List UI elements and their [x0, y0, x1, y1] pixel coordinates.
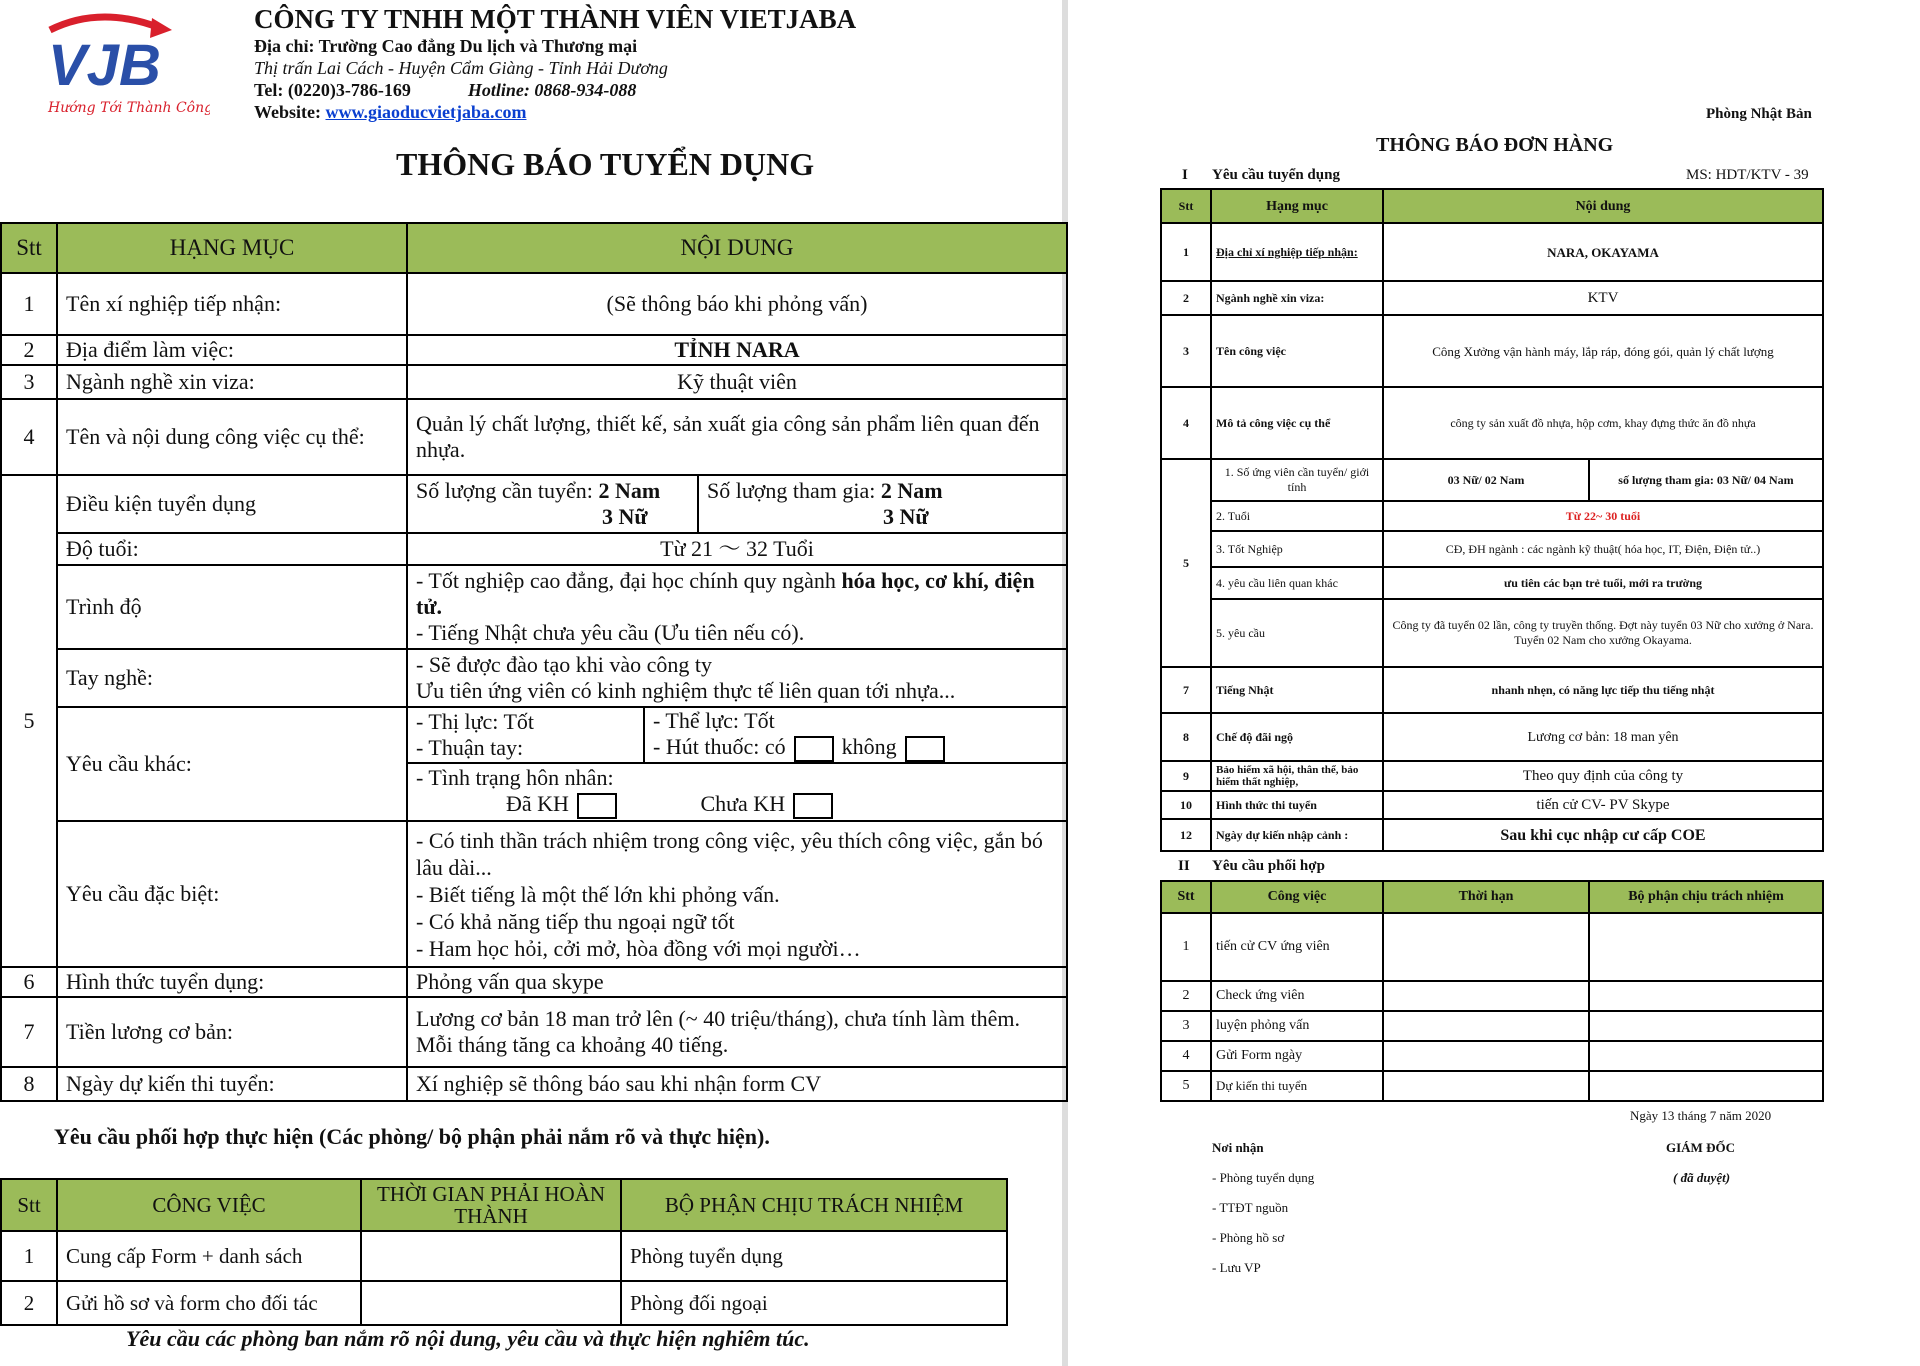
row-category: Tay nghề: [57, 649, 407, 707]
approved-label: ( đã duyệt) [1673, 1170, 1731, 1185]
coord-stt: 2 [1161, 981, 1211, 1011]
smoking-no-label: không [841, 734, 897, 760]
row-category: Yêu cầu đặc biệt: [57, 821, 407, 967]
recruitment-table [0, 222, 1068, 1102]
skill-line-2: Ưu tiên ứng viên có kinh nghiệm thực tế liên quan tới nhựa... [416, 678, 956, 703]
coord-header-job: CÔNG VIỆC [57, 1179, 361, 1231]
company-phones [254, 80, 636, 101]
signature-date: Ngày 13 tháng 7 năm 2020 [1630, 1108, 1772, 1123]
coord-stt: 1 [1161, 913, 1211, 981]
row-value: tiến cử CV- PV Skype [1383, 791, 1823, 819]
company-website-line [254, 102, 527, 123]
table-row [1161, 791, 1823, 819]
row-value: CĐ, ĐH ngành : các ngành kỹ thuật( hóa học, IT, Điện, Điện tử..) [1383, 531, 1823, 567]
row-value: 03 Nữ/ 02 Nam [1383, 459, 1589, 501]
order-title: THÔNG BÁO ĐƠN HÀNG [1376, 134, 1614, 156]
education-fields: hóa học, cơ khí, điện tử. [416, 568, 1035, 619]
recipients-label: Nơi nhận [1212, 1140, 1264, 1155]
row-value: Công ty đã tuyển 02 lần, công ty truyền thống. Đợt này tuyển 03 Nữ cho xưởng ở Nara. Tuyển 02 Nam cho xưởng Okayama. [1383, 599, 1823, 667]
row-category: 3. Tốt Nghiệp [1211, 531, 1383, 567]
coord-header-dept: Bộ phận chịu trách nhiệm [1589, 881, 1823, 913]
coord-deadline [361, 1231, 621, 1281]
order-code: MS: HDT/KTV - 39 [1686, 167, 1809, 183]
marital-label: - Tình trạng hôn nhân: [416, 765, 614, 791]
footnote: Yêu cầu các phòng ban nắm rõ nội dung, yêu cầu và thực hiện nghiêm túc. [126, 1326, 810, 1351]
company-logo [40, 10, 210, 120]
marital-status-cell [407, 763, 1067, 821]
row-category: Tiếng Nhật [1211, 667, 1383, 713]
row-value: Sau khi cục nhập cư cấp COE [1383, 819, 1823, 851]
qty-needed-female: 3 Nữ [602, 504, 648, 529]
table-row [1161, 667, 1823, 713]
order-header-content: Nội dung [1383, 189, 1823, 223]
section-2-title: Yêu cầu phối hợp [1212, 858, 1325, 874]
qty-needed-male: 2 Nam [598, 478, 661, 503]
row-value: Công Xưởng vận hành máy, lắp ráp, đóng gói, quản lý chất lượng [1383, 315, 1823, 387]
coord-stt: 1 [1, 1231, 57, 1281]
row-category: Hình thức tuyển dụng: [57, 967, 407, 997]
coord-job: Dự kiến thi tuyển [1211, 1071, 1383, 1101]
row-category: Địa chỉ xí nghiệp tiếp nhận: [1211, 223, 1383, 281]
row-category: 5. yêu cầu [1211, 599, 1383, 667]
coord-job: tiến cử CV ứng viên [1211, 913, 1383, 981]
qty-needed-label: Số lượng cần tuyển: [416, 478, 593, 503]
row-stt: 4 [1161, 387, 1211, 459]
coordination-table [0, 1178, 1008, 1326]
table-row [1, 565, 1067, 649]
table-row [1161, 315, 1823, 387]
order-header-stt: Stt [1161, 189, 1211, 223]
row-category: 1. Số ứng viên cần tuyển/ giới tính [1211, 459, 1383, 501]
header-category: HẠNG MỤC [57, 223, 407, 273]
row-stt: 1 [1, 273, 57, 335]
website-label: Website: [254, 102, 321, 122]
recipient-item: - TTĐT nguồn [1212, 1200, 1289, 1215]
department-label: Phòng Nhật Bản [1706, 106, 1812, 122]
table-row [1, 399, 1067, 475]
row-stt: 3 [1, 365, 57, 399]
row-value [407, 649, 1067, 707]
table-row [1, 273, 1067, 335]
row-stt: 7 [1161, 667, 1211, 713]
coord-header-dept: BỘ PHẬN CHỊU TRÁCH NHIỆM [621, 1179, 1007, 1231]
section-2-number: II [1178, 858, 1190, 874]
table-row [1161, 459, 1823, 501]
married-checkbox[interactable] [577, 793, 617, 819]
row-category: Tiền lương cơ bản: [57, 997, 407, 1067]
table-row [1, 707, 1067, 763]
row-value: (Sẽ thông báo khi phỏng vấn) [407, 273, 1067, 335]
table-row [1, 1281, 1007, 1325]
qty-join-female: 3 Nữ [883, 504, 929, 529]
row-stt: 6 [1, 967, 57, 997]
order-header-category: Hạng mục [1211, 189, 1383, 223]
table-row [1161, 819, 1823, 851]
header-stt: Stt [1, 223, 57, 273]
order-table [1160, 188, 1824, 852]
smoking-yes-checkbox[interactable] [794, 736, 834, 762]
row-value: Kỹ thuật viên [407, 365, 1067, 399]
table-header-row [1, 223, 1067, 273]
company-address-line2: Thị trấn Lai Cách - Huyện Cẩm Giàng - Tỉnh Hải Dương [254, 58, 668, 78]
table-row [1161, 1011, 1823, 1041]
row-stt: 8 [1161, 713, 1211, 761]
table-row [1, 1067, 1067, 1101]
row-stt: 3 [1161, 315, 1211, 387]
special-req-line: - Ham học hỏi, cởi mở, hòa đồng với mọi người… [416, 935, 861, 961]
row-stt: 8 [1, 1067, 57, 1101]
handedness: - Thuận tay: [416, 734, 524, 760]
fitness: - Thể lực: Tốt [653, 708, 775, 734]
company-tel: Tel: (0220)3-786-169 [254, 80, 411, 100]
smoking-no-checkbox[interactable] [905, 736, 945, 762]
other-req-subtable [408, 708, 1066, 762]
website-link[interactable]: www.giaoducvietjaba.com [325, 102, 527, 122]
table-row [1161, 567, 1823, 599]
special-req-line: - Có khả năng tiếp thu ngoại ngữ tốt [416, 908, 735, 934]
coord-header-job: Công việc [1211, 881, 1383, 913]
row-category: Yêu cầu khác: [57, 707, 407, 821]
row-value: Từ 22~ 30 tuổi [1383, 501, 1823, 531]
company-name: CÔNG TY TNHH MỘT THÀNH VIÊN VIETJABA [254, 4, 857, 34]
table-row [1, 335, 1067, 365]
row-stt: 2 [1161, 281, 1211, 315]
coord-dept: Phòng đối ngoại [621, 1281, 1007, 1325]
row-category: Tên xí nghiệp tiếp nhận: [57, 273, 407, 335]
table-row [1161, 913, 1823, 981]
coord-stt: 3 [1161, 1011, 1211, 1041]
row-category: Tên công việc [1211, 315, 1383, 387]
table-row [1161, 501, 1823, 531]
row-category: Địa điểm làm việc: [57, 335, 407, 365]
row-stt: 9 [1161, 761, 1211, 791]
row-stt: 4 [1, 399, 57, 475]
row-category: Hình thức thi tuyển [1211, 791, 1383, 819]
special-req-line: - Có tinh thần trách nhiệm trong công việc, yêu thích công việc, gắn bó lâu dài... [416, 827, 1043, 880]
header-content: NỘI DUNG [407, 223, 1067, 273]
special-req-line: - Biết tiếng là một thế lớn khi phỏng vấn. [416, 881, 780, 907]
table-row [1, 649, 1067, 707]
row-value: NARA, OKAYAMA [1383, 223, 1823, 281]
row-value [407, 821, 1067, 967]
row-category: Mô tả công việc cụ thể [1211, 387, 1383, 459]
row-category: Điều kiện tuyển dụng [57, 475, 407, 533]
smoking-yes-label: - Hút thuốc: có [653, 734, 786, 760]
table-row [1, 967, 1067, 997]
row-value [407, 565, 1067, 649]
company-address: Địa chỉ: Trường Cao đẳng Du lịch và Thương mại [254, 36, 638, 56]
coord-stt: 2 [1, 1281, 57, 1325]
section-1-title: Yêu cầu tuyển dụng [1212, 167, 1340, 183]
coord-stt: 5 [1161, 1071, 1211, 1101]
director-label: GIÁM ĐỐC [1666, 1140, 1735, 1155]
coord-dept: Phòng tuyển dụng [621, 1231, 1007, 1281]
row-stt: 12 [1161, 819, 1211, 851]
logo-letters: VJB [48, 33, 161, 98]
row-category: Trình độ [57, 565, 407, 649]
row-category: 4. yêu cầu liên quan khác [1211, 567, 1383, 599]
row-value: ưu tiên các bạn trẻ tuổi, mới ra trường [1383, 567, 1823, 599]
row-stt: 5 [1161, 459, 1211, 667]
table-row [1, 533, 1067, 565]
coordination-title: Yêu cầu phối hợp thực hiện (Các phòng/ bộ phận phải nắm rõ và thực hiện). [54, 1124, 770, 1149]
recipient-item: - Phòng hồ sơ [1212, 1230, 1285, 1245]
table-row [1161, 981, 1823, 1011]
japanese-requirement: - Tiếng Nhật chưa yêu cầu (Ưu tiên nếu có). [416, 620, 805, 645]
row-value: KTV [1383, 281, 1823, 315]
order-header-row [1161, 189, 1823, 223]
single-checkbox[interactable] [793, 793, 833, 819]
row-value: Theo quy định của công ty [1383, 761, 1823, 791]
table-row [1, 475, 1067, 533]
table-row [1, 821, 1067, 967]
quantity-subtable [408, 476, 1066, 532]
qty-join-male: 2 Nam [880, 478, 943, 503]
coord-job: Cung cấp Form + danh sách [57, 1231, 361, 1281]
row-value: Từ 21 ～ 32 Tuổi [407, 533, 1067, 565]
single-label: Chưa KH [700, 791, 786, 817]
row-stt: 7 [1, 997, 57, 1067]
education-text: - Tốt nghiệp cao đẳng, đại học chính quy ngành [416, 568, 842, 593]
table-row [1161, 1041, 1823, 1071]
coord-header-stt: Stt [1, 1179, 57, 1231]
coord-job: luyện phỏng vấn [1211, 1011, 1383, 1041]
row-value: công ty sản xuất đồ nhựa, hộp cơm, khay đựng thức ăn đồ nhựa [1383, 387, 1823, 459]
document-title: THÔNG BÁO TUYỂN DỤNG [396, 146, 815, 182]
eyesight: - Thị lực: Tốt [416, 708, 535, 734]
table-row [1161, 599, 1823, 667]
row-category: 2. Tuổi [1211, 501, 1383, 531]
row-value: nhanh nhẹn, có năng lực tiếp thu tiếng nhật [1383, 667, 1823, 713]
coord-deadline [361, 1281, 621, 1325]
row-stt: 5 [1, 475, 57, 967]
row-value: Quản lý chất lượng, thiết kế, sản xuất gia công sản phẩm liên quan đến nhựa. [407, 399, 1067, 475]
row-category: Ngành nghề xin viza: [57, 365, 407, 399]
row-value: Lương cơ bản 18 man trở lên (~ 40 triệu/tháng), chưa tính làm thêm. Mỗi tháng tăng ca khoảng 40 tiếng. [407, 997, 1067, 1067]
row-stt: 1 [1161, 223, 1211, 281]
table-row [1161, 761, 1823, 791]
order-coordination-table [1160, 880, 1824, 1102]
row-value: Xí nghiệp sẽ thông báo sau khi nhận form CV [407, 1067, 1067, 1101]
table-row [1161, 281, 1823, 315]
coord-header-deadline: THỜI GIAN PHẢI HOÀN THÀNH [361, 1179, 621, 1231]
row-category: Ngày dự kiến thi tuyển: [57, 1067, 407, 1101]
table-row [1161, 713, 1823, 761]
coord-job: Gửi hồ sơ và form cho đối tác [57, 1281, 361, 1325]
coord-header-deadline: Thời hạn [1383, 881, 1589, 913]
row-value: Phỏng vấn qua skype [407, 967, 1067, 997]
skill-line-1: - Sẽ được đào tạo khi vào công ty [416, 652, 713, 677]
row-category: Chế độ đãi ngộ [1211, 713, 1383, 761]
coord-header-row [1161, 881, 1823, 913]
row-stt: 10 [1161, 791, 1211, 819]
table-row [1, 1231, 1007, 1281]
married-label: Đã KH [506, 791, 569, 817]
company-hotline: Hotline: 0868-934-088 [467, 80, 637, 100]
row-category: Ngành nghề xin viza: [1211, 281, 1383, 315]
row-category: Tên và nội dung công việc cụ thể: [57, 399, 407, 475]
table-row [1161, 531, 1823, 567]
table-row [1161, 387, 1823, 459]
row-category: Bảo hiểm xã hội, thân thể, bảo hiểm thất nghiệp, [1211, 761, 1383, 791]
row-value: Lương cơ bản: 18 man yên [1383, 713, 1823, 761]
table-row [1, 365, 1067, 399]
coord-job: Gửi Form ngày [1211, 1041, 1383, 1071]
row-stt: 2 [1, 335, 57, 365]
row-category: Ngày dự kiến nhập cảnh : [1211, 819, 1383, 851]
row-category: Độ tuổi: [57, 533, 407, 565]
logo-slogan: Hướng Tới Thành Công [48, 100, 210, 116]
coord-stt: 4 [1161, 1041, 1211, 1071]
table-row [1, 997, 1067, 1067]
qty-join-label: Số lượng tham gia: [707, 478, 876, 503]
recipient-item: - Lưu VP [1212, 1260, 1261, 1275]
row-value: TỈNH NARA [407, 335, 1067, 365]
coord-header-stt: Stt [1161, 881, 1211, 913]
table-row [1161, 223, 1823, 281]
section-1-number: I [1182, 167, 1188, 183]
table-row [1161, 1071, 1823, 1101]
recipient-item: - Phòng tuyển dụng [1212, 1170, 1315, 1185]
coord-header-row [1, 1179, 1007, 1231]
coord-job: Check ứng viên [1211, 981, 1383, 1011]
vjb-logo-icon [40, 10, 210, 120]
row-value: số lượng tham gia: 03 Nữ/ 04 Nam [1589, 459, 1823, 501]
